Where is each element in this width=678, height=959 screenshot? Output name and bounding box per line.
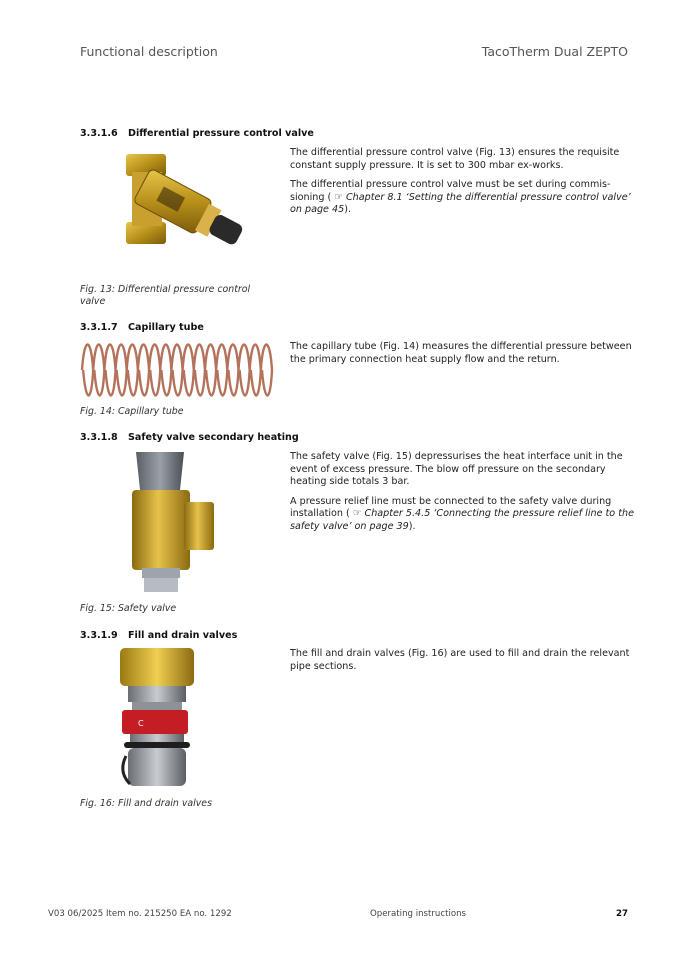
section-number: 3.3.1.8 bbox=[80, 432, 118, 443]
paragraph-with-reference bbox=[290, 496, 635, 534]
paragraph-end: ). bbox=[408, 520, 416, 532]
section-title: Capillary tube bbox=[128, 322, 204, 333]
chapter-link[interactable]: Chapter 8.1 ‘Setting the differential pressure control valve’ on page 45 bbox=[290, 191, 631, 216]
paragraph: The fill and drain valves (Fig. 16) are used to fill and drain the relevant pipe sections. bbox=[290, 648, 630, 672]
figure-caption: Fig. 14: Capillary tube bbox=[80, 406, 184, 417]
paragraph: The capillary tube (Fig. 14) measures the differential pressure between the primary connection heat supply flow and the return. bbox=[290, 341, 632, 365]
section-body-3-3-1-7 bbox=[290, 341, 635, 373]
header-section-title: Functional description bbox=[80, 44, 218, 59]
section-title: Differential pressure control valve bbox=[128, 128, 314, 139]
footer-document-type: Operating instructions bbox=[370, 909, 467, 919]
figure-caption: Fig. 16: Fill and drain valves bbox=[80, 798, 212, 809]
page-number: 27 bbox=[616, 909, 628, 919]
section-body-3-3-1-8 bbox=[290, 451, 635, 541]
header-product-name: TacoTherm Dual ZEPTO bbox=[481, 44, 628, 59]
section-number: 3.3.1.6 bbox=[80, 128, 118, 139]
section-number: 3.3.1.9 bbox=[80, 630, 118, 641]
section-heading-3-3-1-9 bbox=[80, 630, 237, 641]
figure-caption: Fig. 13: Differential pressure control valve bbox=[80, 284, 251, 307]
safety-valve-image bbox=[108, 450, 218, 595]
section-heading-3-3-1-6 bbox=[80, 128, 314, 139]
paragraph-text: A pressure relief line must be connected to the safety valve during installation ( bbox=[290, 495, 612, 520]
paragraph: The safety valve (Fig. 15) depressurises the heat interface unit in the event of excess pressure. The blow off pressure on the secondary heating side totals 3 bar. bbox=[290, 451, 623, 488]
section-title: Safety valve secondary heating bbox=[128, 432, 299, 443]
section-heading-3-3-1-8 bbox=[80, 432, 299, 443]
paragraph-end: ). bbox=[344, 204, 352, 216]
section-heading-3-3-1-7 bbox=[80, 322, 204, 333]
section-body-3-3-1-6 bbox=[290, 147, 635, 224]
fill-drain-valve-image bbox=[112, 646, 202, 791]
differential-pressure-valve-image bbox=[108, 150, 248, 260]
figure-caption: Fig. 15: Safety valve bbox=[80, 603, 177, 614]
chapter-link[interactable]: Chapter 5.4.5 ‘Connecting the pressure relief line to the safety valve’ on page 39 bbox=[290, 508, 634, 532]
paragraph-text: The differential pressure control valve must be set during commissioning ( bbox=[290, 179, 611, 203]
section-number: 3.3.1.7 bbox=[80, 322, 118, 333]
section-body-3-3-1-9 bbox=[290, 648, 635, 680]
footer-version: V03 06/2025 Item no. 215250 EA no. 1292 bbox=[48, 909, 232, 919]
section-title: Fill and drain valves bbox=[128, 630, 238, 641]
hand-pointer-icon: ☞ bbox=[334, 191, 343, 203]
paragraph: The differential pressure control valve (Fig. 13) ensures the requisite constant supply pressure. It is set to 300 mbar ex-works. bbox=[290, 147, 620, 171]
paragraph-with-reference bbox=[290, 179, 635, 217]
capillary-tube-image bbox=[80, 340, 275, 398]
hand-pointer-icon: ☞ bbox=[352, 508, 362, 520]
svg-text:C: C bbox=[138, 719, 144, 728]
